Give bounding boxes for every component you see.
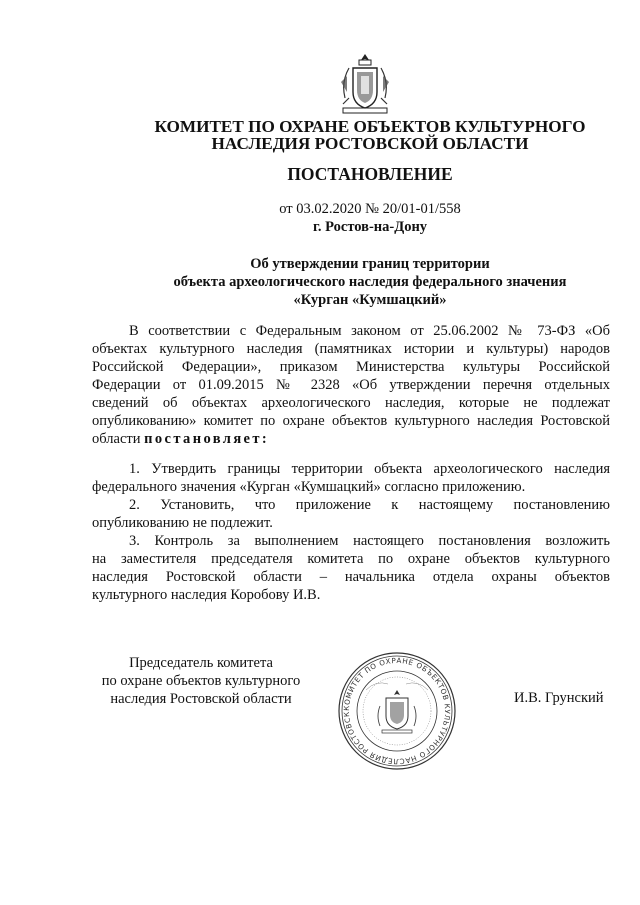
signatory-name: И.В. Грунский [514,690,604,706]
subject-line2: объекта археологического наследия федерального значения [173,274,567,290]
seal-text: КОМИТЕТ ПО ОХРАНЕ ОБЪЕКТОВ КУЛЬТУРНОГО НАСЛЕДИЯ РОСТОВСК [341,655,453,767]
document-type: ПОСТАНОВЛЕНИЕ [287,164,453,184]
document-city: г. Ростов-на-Дону [312,219,428,235]
preamble-line: Федерации от 01.09.2015 № 2328 «Об утверждении перечня отдельных [92,377,610,393]
signatory-title-line: по охране объектов культурного [101,673,301,689]
preamble-paragraph [92,322,610,448]
coat-of-arms-icon [335,52,395,118]
item-2-line: опубликованию не подлежит. [92,515,273,531]
item-3-line: культурного наследия Коробову И.В. [92,587,321,603]
committee-title-line2: НАСЛЕДИЯ РОСТОВСКОЙ ОБЛАСТИ [211,134,529,153]
item-3-line: наследия Ростовской области – начальника отдела охраны объектов [92,569,610,585]
signatory-title [86,654,316,708]
subject-line3: «Курган «Кумшацкий» [293,292,447,308]
item-3-line: на заместителя председателя комитета по охране объектов культурного [92,551,610,567]
preamble-line: опубликованию» комитет по охране объектов культурного наследия Ростовской [92,413,610,429]
subject-line1: Об утверждении границ территории [250,256,490,272]
preamble-line: области [92,431,145,447]
item-3-line: 3. Контроль за выполнением настоящего постановления возложить [129,533,610,549]
signatory-title-line: Председатель комитета [129,655,273,671]
document-number: от 03.02.2020 № 20/01-01/558 [279,201,461,217]
decree-word: постановляет: [144,431,270,447]
preamble-line: сведений об объектах археологического наследия, которые не подлежат [92,395,610,411]
item-1-line: 1. Утвердить границы территории объекта археологического наследия [129,461,610,477]
committee-title-line1: КОМИТЕТ ПО ОХРАНЕ ОБЪЕКТОВ КУЛЬТУРНОГО [154,117,586,136]
preamble-line: Российской Федерации», приказом Министерства культуры Российской [92,359,610,375]
preamble-last-line [92,430,610,448]
resolution-items [92,460,610,604]
item-1-line: федерального значения «Курган «Кумшацкий» согласно приложению. [92,479,526,495]
official-seal-icon [336,650,458,772]
signatory-title-line: наследия Ростовской области [110,691,292,707]
preamble-line: объектах культурного наследия (памятниках истории и культуры) народов [92,341,610,357]
preamble-line: В соответствии с Федеральным законом от 25.06.2002 № 73-ФЗ «Об [129,323,610,339]
item-2-line: 2. Установить, что приложение к настоящему постановлению [129,497,610,513]
